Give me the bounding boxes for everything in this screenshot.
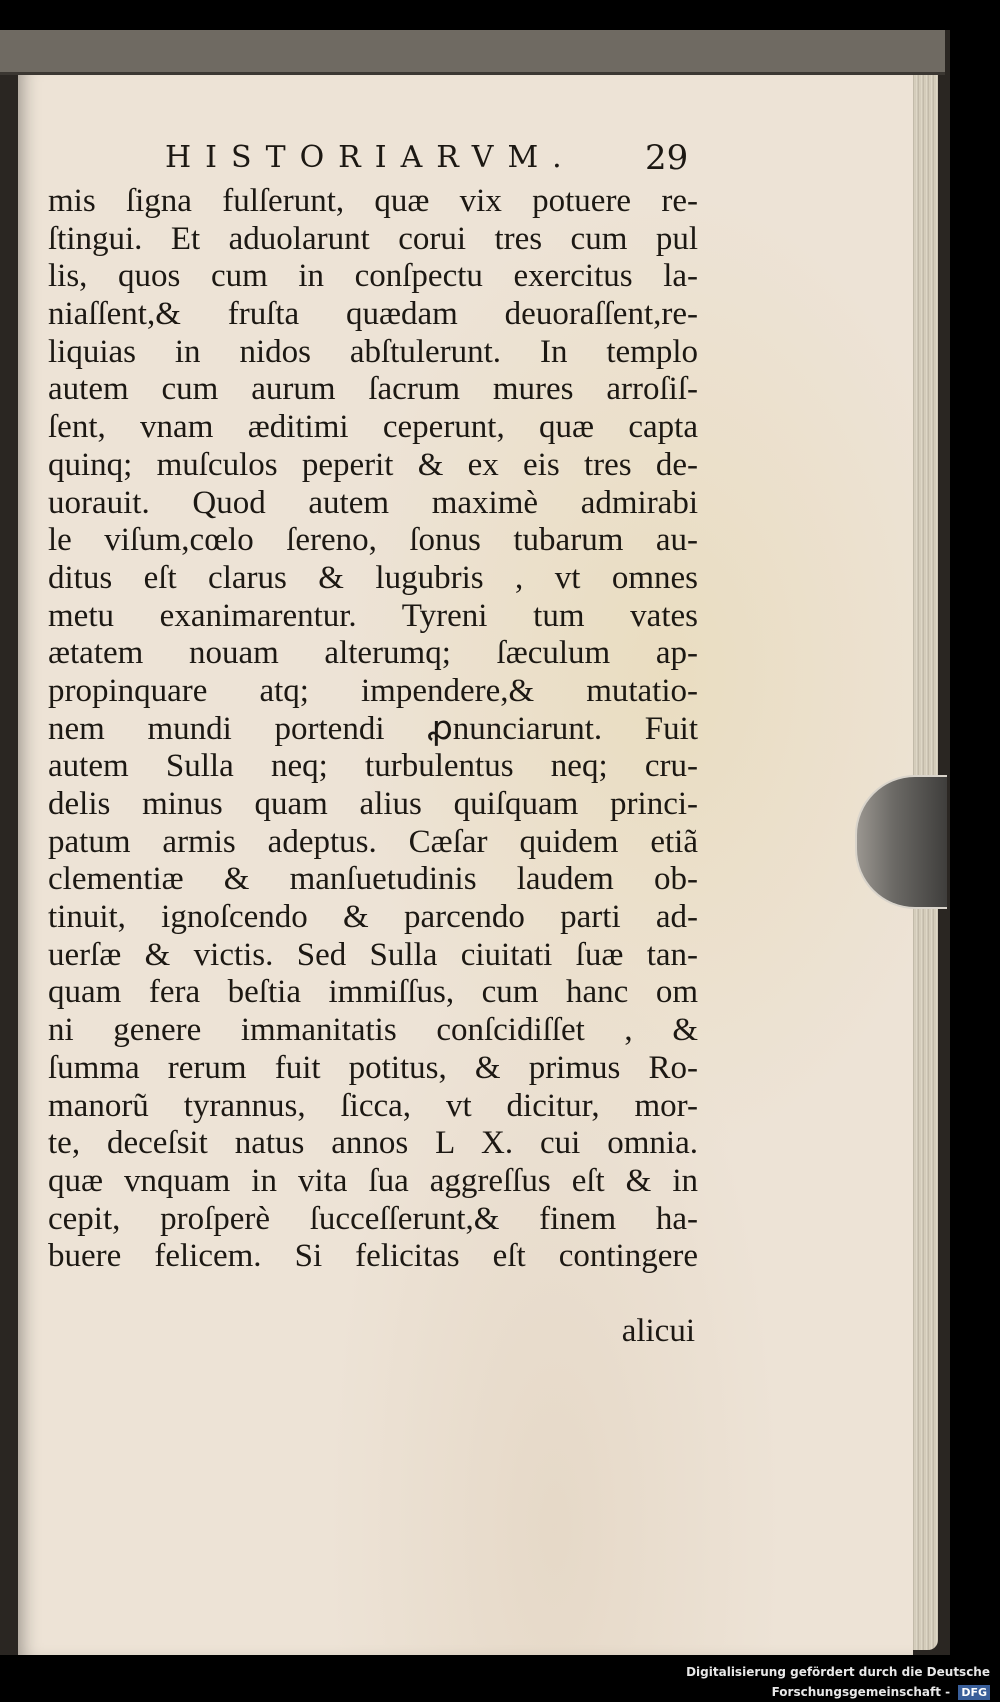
text-line: uerſæ & victis. Sed Sulla ciuitati ſuæ tan- [48, 936, 698, 973]
text-line: cepit, proſperè ſucceſſerunt,& finem ha- [48, 1200, 698, 1237]
text-line: ſumma rerum fuit potitus, & primus Ro- [48, 1049, 698, 1086]
text-line: quæ vnquam in vita ſua aggreſſus eſt & in [48, 1162, 698, 1199]
credit-text: Digitalisierung gefördert durch die Deutsche Forschungsgemeinschaft - [686, 1665, 990, 1699]
text-line: lis, quos cum in conſpectu exercitus la- [48, 258, 698, 295]
page-number: 29 [645, 138, 689, 178]
text-line: mis ſigna fulſerunt, quæ vix potuere re- [48, 183, 698, 219]
text-line: te, deceſsit natus annos L X. cui omnia. [48, 1125, 698, 1162]
text-line: ni genere immanitatis conſcidiſſet , & [48, 1012, 698, 1049]
text-line: propinquare atq; impendere,& mutatio- [48, 672, 698, 709]
text-line: patum armis adeptus. Cæſar quidem etiã [48, 823, 698, 860]
dfg-logo: DFG [958, 1685, 990, 1700]
text-line: le viſum,cœlo ſereno, ſonus tubarum au- [48, 522, 698, 559]
text-line: autem Sulla neq; turbulentus neq; cru- [48, 748, 698, 785]
digitization-credit [560, 1662, 990, 1699]
text-line: buere felicem. Si felicitas eſt contingere [48, 1238, 698, 1275]
text-line: nem mundi portendi ꝓnunciarunt. Fuit [48, 710, 698, 747]
running-head: HISTORIARVM. [165, 140, 576, 175]
text-line: metu exanimarentur. Tyreni tum vates [48, 597, 698, 634]
text-line: liquias in nidos abſtulerunt. In templo [48, 333, 698, 370]
text-line: ſent, vnam æditimi ceperunt, quæ capta [48, 409, 698, 446]
text-line: ſtingui. Et aduolarunt corui tres cum pul [48, 220, 698, 257]
text-line: clementiæ & manſuetudinis laudem ob- [48, 861, 698, 898]
text-line: tinuit, ignoſcendo & parcendo parti ad- [48, 899, 698, 936]
text-line: niaſſent,& fruſta quædam deuoraſſent,re- [48, 296, 698, 333]
text-line: quinq; muſculos peperit & ex eis tres de- [48, 446, 698, 483]
text-line: delis minus quam alius quiſquam princi- [48, 786, 698, 822]
text-line: manorũ tyrannus, ſicca, vt dicitur, mor- [48, 1087, 698, 1124]
text-line: ætatem nouam alterumq; ſæculum ap- [48, 635, 698, 672]
text-line: quam fera beſtia immiſſus, cum hanc om [48, 974, 698, 1011]
text-line: autem cum aurum ſacrum mures arroſiſ- [48, 371, 698, 408]
catchword: alicui [621, 1313, 695, 1349]
book-cover-top [0, 30, 945, 75]
body-text [48, 183, 698, 1276]
text-line: ditus eſt clarus & lugubris , vt omnes [48, 559, 698, 596]
text-line: uorauit. Quod autem maximè admirabi [48, 484, 698, 521]
